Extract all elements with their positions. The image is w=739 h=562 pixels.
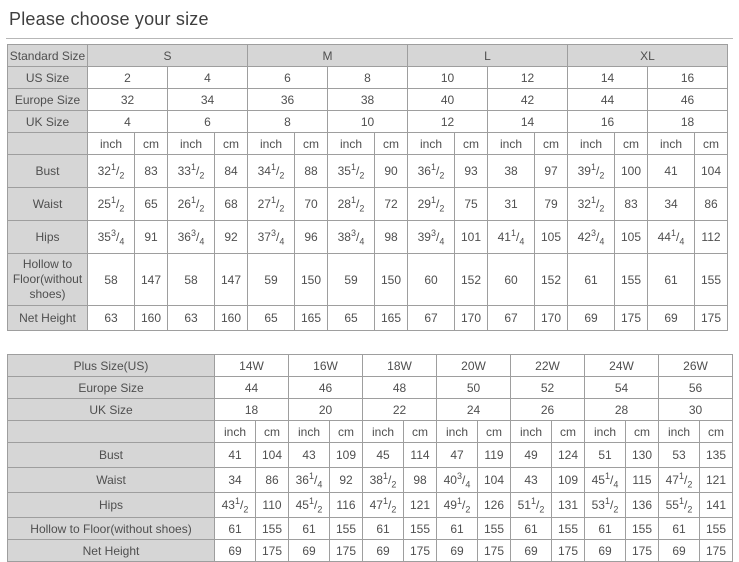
measurement-cell: $26^1/_2$ [168,188,215,221]
measurement-cell: 69 [215,540,256,562]
measurement-cell: 109 [552,468,585,493]
corner-cell [8,133,88,155]
measurement-cell: 45 [363,443,404,468]
measurement-cell: 155 [615,254,648,306]
size-cell: 14 [488,111,568,133]
measurement-cell: 155 [552,518,585,540]
measurement-cell: 104 [695,155,728,188]
measurement-cell: 93 [455,155,488,188]
size-cell: 48 [363,377,437,399]
measurement-cell: 136 [626,493,659,518]
size-group-cell: S [88,45,248,67]
measurement-cell: 126 [478,493,511,518]
size-cell: 32 [88,89,168,111]
measurement-cell: 61 [363,518,404,540]
measurement-cell: 98 [375,221,408,254]
row-label: Europe Size [8,377,215,399]
unit-cell: cm [695,133,728,155]
unit-cell: inch [248,133,295,155]
size-group-cell: 24W [585,355,659,377]
measurement-cell: 155 [478,518,511,540]
row-label: Hips [8,493,215,518]
unit-header-row [8,421,733,443]
size-cell: 20 [289,399,363,421]
standard-size-table [7,44,728,331]
measurement-cell: 53 [659,443,700,468]
measurement-cell: 175 [695,306,728,331]
measurement-cell: 69 [363,540,404,562]
size-cell: 4 [88,111,168,133]
row-label: Waist [8,468,215,493]
unit-cell: cm [330,421,363,443]
measurement-cell: 34 [215,468,256,493]
size-cell: 12 [408,111,488,133]
measurement-cell: $40^3/_4$ [437,468,478,493]
size-cell: 14 [568,67,648,89]
measurement-cell: 59 [328,254,375,306]
size-cell: 18 [648,111,728,133]
measurement-cell: 61 [568,254,615,306]
measurement-cell: $32^1/_2$ [88,155,135,188]
size-cell: 30 [659,399,733,421]
measurement-cell: 152 [535,254,568,306]
measurement-cell: 105 [615,221,648,254]
size-group-cell: 20W [437,355,511,377]
measurement-cell: 170 [455,306,488,331]
row-label: Net Height [8,540,215,562]
size-cell: 6 [168,111,248,133]
row-label: UK Size [8,111,88,133]
size-cell: 28 [585,399,659,421]
measurement-cell: $53^1/_2$ [585,493,626,518]
measurement-cell: $34^1/_2$ [248,155,295,188]
measurement-cell: 175 [404,540,437,562]
size-group-cell: 26W [659,355,733,377]
table-row [8,188,728,221]
size-cell: 4 [168,67,248,89]
measurement-cell: $36^3/_4$ [168,221,215,254]
measurement-cell: $32^1/_2$ [568,188,615,221]
measurement-cell: 67 [408,306,455,331]
measurement-cell: 91 [135,221,168,254]
measurement-cell: 41 [648,155,695,188]
measurement-cell: $49^1/_2$ [437,493,478,518]
table-row [8,67,728,89]
table-row [8,111,728,133]
measurement-cell: 61 [511,518,552,540]
measurement-cell: 155 [700,518,733,540]
size-cell: 8 [328,67,408,89]
size-cell: 44 [215,377,289,399]
unit-header-row [8,133,728,155]
measurement-cell: 58 [168,254,215,306]
measurement-cell: 63 [168,306,215,331]
measurement-cell: 72 [375,188,408,221]
unit-cell: cm [215,133,248,155]
measurement-cell: 98 [404,468,437,493]
unit-cell: cm [552,421,585,443]
row-label: Net Height [8,306,88,331]
row-label: Europe Size [8,89,88,111]
row-label: Bust [8,443,215,468]
plus-size-table [7,354,733,562]
measurement-cell: 65 [328,306,375,331]
measurement-cell: 101 [455,221,488,254]
measurement-cell: 115 [626,468,659,493]
measurement-cell: $44^1/_4$ [648,221,695,254]
measurement-cell: $36^1/_4$ [289,468,330,493]
table-row [8,45,728,67]
unit-cell: inch [568,133,615,155]
measurement-cell: 97 [535,155,568,188]
measurement-cell: 135 [700,443,733,468]
size-group-cell: 14W [215,355,289,377]
table-row [8,377,733,399]
page-title: Please choose your size [9,9,209,29]
measurement-cell: $43^1/_2$ [215,493,256,518]
size-group-cell: 22W [511,355,585,377]
table-row [8,155,728,188]
size-cell: 50 [437,377,511,399]
measurement-cell: 61 [585,518,626,540]
measurement-cell: $38^3/_4$ [328,221,375,254]
unit-cell: cm [404,421,437,443]
measurement-cell: 175 [330,540,363,562]
unit-cell: cm [295,133,328,155]
unit-cell: inch [408,133,455,155]
measurement-cell: 61 [437,518,478,540]
measurement-cell: 86 [256,468,289,493]
measurement-cell: 90 [375,155,408,188]
unit-cell: inch [437,421,478,443]
unit-cell: inch [328,133,375,155]
measurement-cell: 70 [295,188,328,221]
unit-cell: cm [375,133,408,155]
measurement-cell: $37^3/_4$ [248,221,295,254]
measurement-cell: 160 [135,306,168,331]
unit-cell: inch [88,133,135,155]
size-cell: 46 [648,89,728,111]
measurement-cell: 61 [289,518,330,540]
measurement-cell: $45^1/_4$ [585,468,626,493]
measurement-cell: 88 [295,155,328,188]
measurement-cell: $45^1/_2$ [289,493,330,518]
measurement-cell: 109 [330,443,363,468]
size-cell: 16 [568,111,648,133]
unit-cell: inch [585,421,626,443]
row-label: Bust [8,155,88,188]
unit-cell: inch [168,133,215,155]
measurement-cell: 110 [256,493,289,518]
measurement-cell: 84 [215,155,248,188]
measurement-cell: 124 [552,443,585,468]
measurement-cell: 69 [568,306,615,331]
measurement-cell: 31 [488,188,535,221]
measurement-cell: 75 [455,188,488,221]
measurement-cell: 175 [700,540,733,562]
size-cell: 24 [437,399,511,421]
measurement-cell: 150 [375,254,408,306]
measurement-cell: 65 [135,188,168,221]
measurement-cell: 165 [375,306,408,331]
measurement-cell: 51 [585,443,626,468]
measurement-cell: $27^1/_2$ [248,188,295,221]
size-cell: 40 [408,89,488,111]
measurement-cell: 60 [408,254,455,306]
corner-cell [8,421,215,443]
measurement-cell: 155 [626,518,659,540]
size-group-cell: M [248,45,408,67]
measurement-cell: 92 [330,468,363,493]
table-row [8,89,728,111]
size-cell: 54 [585,377,659,399]
measurement-cell: 150 [295,254,328,306]
row-label: Plus Size(US) [8,355,215,377]
measurement-cell: 47 [437,443,478,468]
measurement-cell: 58 [88,254,135,306]
measurement-cell: 61 [215,518,256,540]
measurement-cell: 147 [215,254,248,306]
row-label: UK Size [8,399,215,421]
unit-cell: cm [700,421,733,443]
table-row [8,493,733,518]
table-row [8,399,733,421]
size-cell: 16 [648,67,728,89]
measurement-cell: 155 [404,518,437,540]
measurement-cell: 69 [511,540,552,562]
unit-cell: inch [215,421,256,443]
title-divider [6,38,733,39]
measurement-cell: 131 [552,493,585,518]
measurement-cell: 130 [626,443,659,468]
measurement-cell: 105 [535,221,568,254]
measurement-cell: $35^1/_2$ [328,155,375,188]
measurement-cell: 175 [256,540,289,562]
unit-cell: cm [615,133,648,155]
row-label: Hollow to Floor(without shoes) [8,254,88,306]
measurement-cell: 43 [511,468,552,493]
size-cell: 52 [511,377,585,399]
measurement-cell: 83 [615,188,648,221]
measurement-cell: 116 [330,493,363,518]
measurement-cell: 79 [535,188,568,221]
measurement-cell: 92 [215,221,248,254]
unit-cell: cm [535,133,568,155]
measurement-cell: 65 [248,306,295,331]
measurement-cell: 147 [135,254,168,306]
unit-cell: inch [511,421,552,443]
measurement-cell: 119 [478,443,511,468]
measurement-cell: $42^3/_4$ [568,221,615,254]
measurement-cell: 114 [404,443,437,468]
unit-cell: cm [256,421,289,443]
size-cell: 6 [248,67,328,89]
table-row [8,306,728,331]
measurement-cell: $35^3/_4$ [88,221,135,254]
measurement-cell: $51^1/_2$ [511,493,552,518]
size-cell: 34 [168,89,248,111]
measurement-cell: $39^3/_4$ [408,221,455,254]
size-group-cell: XL [568,45,728,67]
size-group-cell: 16W [289,355,363,377]
measurement-cell: 59 [248,254,295,306]
size-cell: 38 [328,89,408,111]
measurement-cell: 69 [437,540,478,562]
measurement-cell: $41^1/_4$ [488,221,535,254]
measurement-cell: $55^1/_2$ [659,493,700,518]
measurement-cell: 69 [648,306,695,331]
measurement-cell: 69 [659,540,700,562]
measurement-cell: 86 [695,188,728,221]
measurement-cell: 152 [455,254,488,306]
measurement-cell: $28^1/_2$ [328,188,375,221]
measurement-cell: $33^1/_2$ [168,155,215,188]
unit-cell: cm [478,421,511,443]
measurement-cell: 160 [215,306,248,331]
measurement-cell: 49 [511,443,552,468]
measurement-cell: $36^1/_2$ [408,155,455,188]
size-cell: 18 [215,399,289,421]
measurement-cell: 175 [552,540,585,562]
measurement-cell: 155 [695,254,728,306]
table-row [8,540,733,562]
measurement-cell: 96 [295,221,328,254]
table-row [8,468,733,493]
size-cell: 2 [88,67,168,89]
measurement-cell: $25^1/_2$ [88,188,135,221]
measurement-cell: $47^1/_2$ [363,493,404,518]
row-label: Hips [8,221,88,254]
size-cell: 26 [511,399,585,421]
measurement-cell: $39^1/_2$ [568,155,615,188]
measurement-cell: 100 [615,155,648,188]
measurement-cell: 141 [700,493,733,518]
measurement-cell: 83 [135,155,168,188]
measurement-cell: $38^1/_2$ [363,468,404,493]
measurement-cell: 121 [700,468,733,493]
measurement-cell: 68 [215,188,248,221]
measurement-cell: 69 [289,540,330,562]
measurement-cell: 104 [478,468,511,493]
unit-cell: inch [659,421,700,443]
size-cell: 10 [408,67,488,89]
size-cell: 56 [659,377,733,399]
size-cell: 22 [363,399,437,421]
measurement-cell: 155 [330,518,363,540]
measurement-cell: 121 [404,493,437,518]
unit-cell: inch [648,133,695,155]
measurement-cell: 104 [256,443,289,468]
size-cell: 12 [488,67,568,89]
measurement-cell: 41 [215,443,256,468]
table-row [8,355,733,377]
unit-cell: inch [488,133,535,155]
measurement-cell: 60 [488,254,535,306]
table-row [8,518,733,540]
measurement-cell: 175 [626,540,659,562]
measurement-cell: 63 [88,306,135,331]
table-row [8,254,728,306]
measurement-cell: 165 [295,306,328,331]
row-label: Standard Size [8,45,88,67]
size-cell: 36 [248,89,328,111]
table-row [8,443,733,468]
size-cell: 8 [248,111,328,133]
measurement-cell: $29^1/_2$ [408,188,455,221]
size-cell: 10 [328,111,408,133]
row-label: US Size [8,67,88,89]
size-cell: 44 [568,89,648,111]
measurement-cell: 43 [289,443,330,468]
unit-cell: cm [455,133,488,155]
unit-cell: cm [135,133,168,155]
measurement-cell: 155 [256,518,289,540]
row-label: Waist [8,188,88,221]
measurement-cell: 61 [659,518,700,540]
unit-cell: inch [289,421,330,443]
measurement-cell: 170 [535,306,568,331]
size-cell: 42 [488,89,568,111]
measurement-cell: 175 [615,306,648,331]
unit-cell: cm [626,421,659,443]
measurement-cell: 34 [648,188,695,221]
size-group-cell: 18W [363,355,437,377]
unit-cell: inch [363,421,404,443]
size-cell: 46 [289,377,363,399]
measurement-cell: 69 [585,540,626,562]
measurement-cell: 67 [488,306,535,331]
measurement-cell: 61 [648,254,695,306]
measurement-cell: 175 [478,540,511,562]
measurement-cell: $47^1/_2$ [659,468,700,493]
measurement-cell: 38 [488,155,535,188]
measurement-cell: 112 [695,221,728,254]
table-row [8,221,728,254]
row-label: Hollow to Floor(without shoes) [8,518,215,540]
size-group-cell: L [408,45,568,67]
